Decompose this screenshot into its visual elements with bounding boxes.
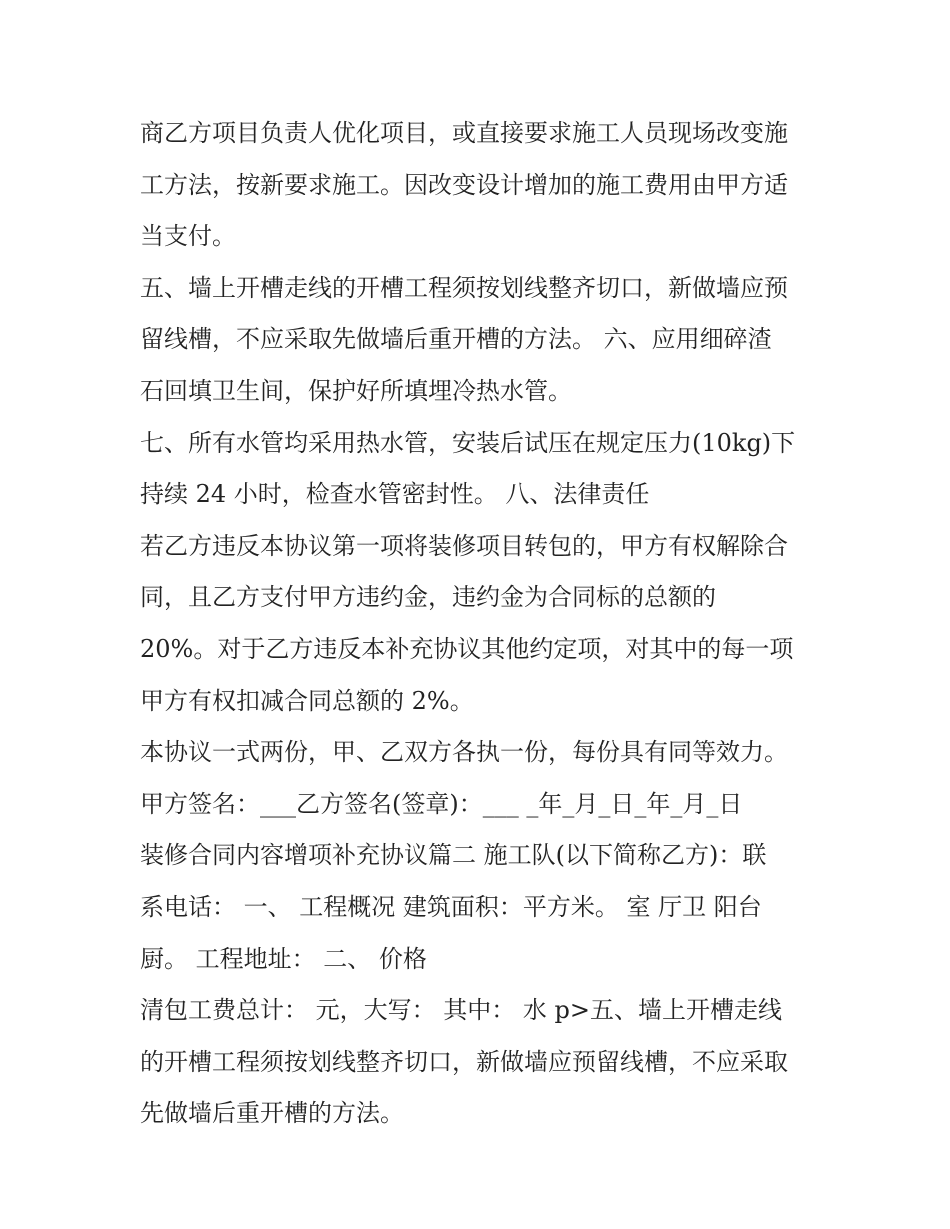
text-line: 七、所有水管均采用热水管，安装后试压在规定压力(10kg)下 [140,428,796,457]
text-line: 的开槽工程须按划线整齐切口，新做墙应预留线槽，不应采取 [140,1047,788,1076]
signature-line: 甲方签名：___乙方签名(签章)：___ _年_月_日_年_月_日 [140,789,743,818]
text-line: 厨。 工程地址： 二、 价格 [140,944,427,973]
text-line: 若乙方违反本协议第一项将装修项目转包的，甲方有权解除合 [140,531,788,560]
text-line: 五、墙上开槽走线的开槽工程须按划线整齐切口，新做墙应预 [140,273,788,302]
text-line: 系电话： 一、 工程概况 建筑面积：平方米。 室 厅卫 阳台 [140,892,762,921]
text-line: 清包工费总计： 元，大写： 其中： 水 p>五、墙上开槽走线 [140,996,782,1025]
text-line: 商乙方项目负责人优化项目，或直接要求施工人员现场改变施 [140,119,788,147]
document-body [140,108,820,1140]
text-line: 石回填卫生间，保护好所填埋冷热水管。 [140,376,572,405]
text-line: 装修合同内容增项补充协议篇二 施工队(以下简称乙方)：联 [140,841,767,870]
text-line: 工方法，按新要求施工。因改变设计增加的施工费用由甲方适 [140,170,788,199]
text-line: 甲方有权扣减合同总额的 2%。 [140,686,474,715]
text-line: 持续 24 小时，检查水管密封性。 八、法律责任 [140,480,650,509]
text-line: 当支付。 [140,222,236,251]
text-line: 同，且乙方支付甲方违约金，违约金为合同标的总额的 [140,583,716,612]
text-line: 20%。对于乙方违反本补充协议其他约定项，对其中的每一项 [140,634,794,663]
text-line: 留线槽，不应采取先做墙后重开槽的方法。 六、应用细碎渣 [140,325,772,354]
text-line: 先做墙后重开槽的方法。 [140,1099,404,1128]
text-line: 本协议一式两份，甲、乙双方各执一份，每份具有同等效力。 [140,738,788,767]
